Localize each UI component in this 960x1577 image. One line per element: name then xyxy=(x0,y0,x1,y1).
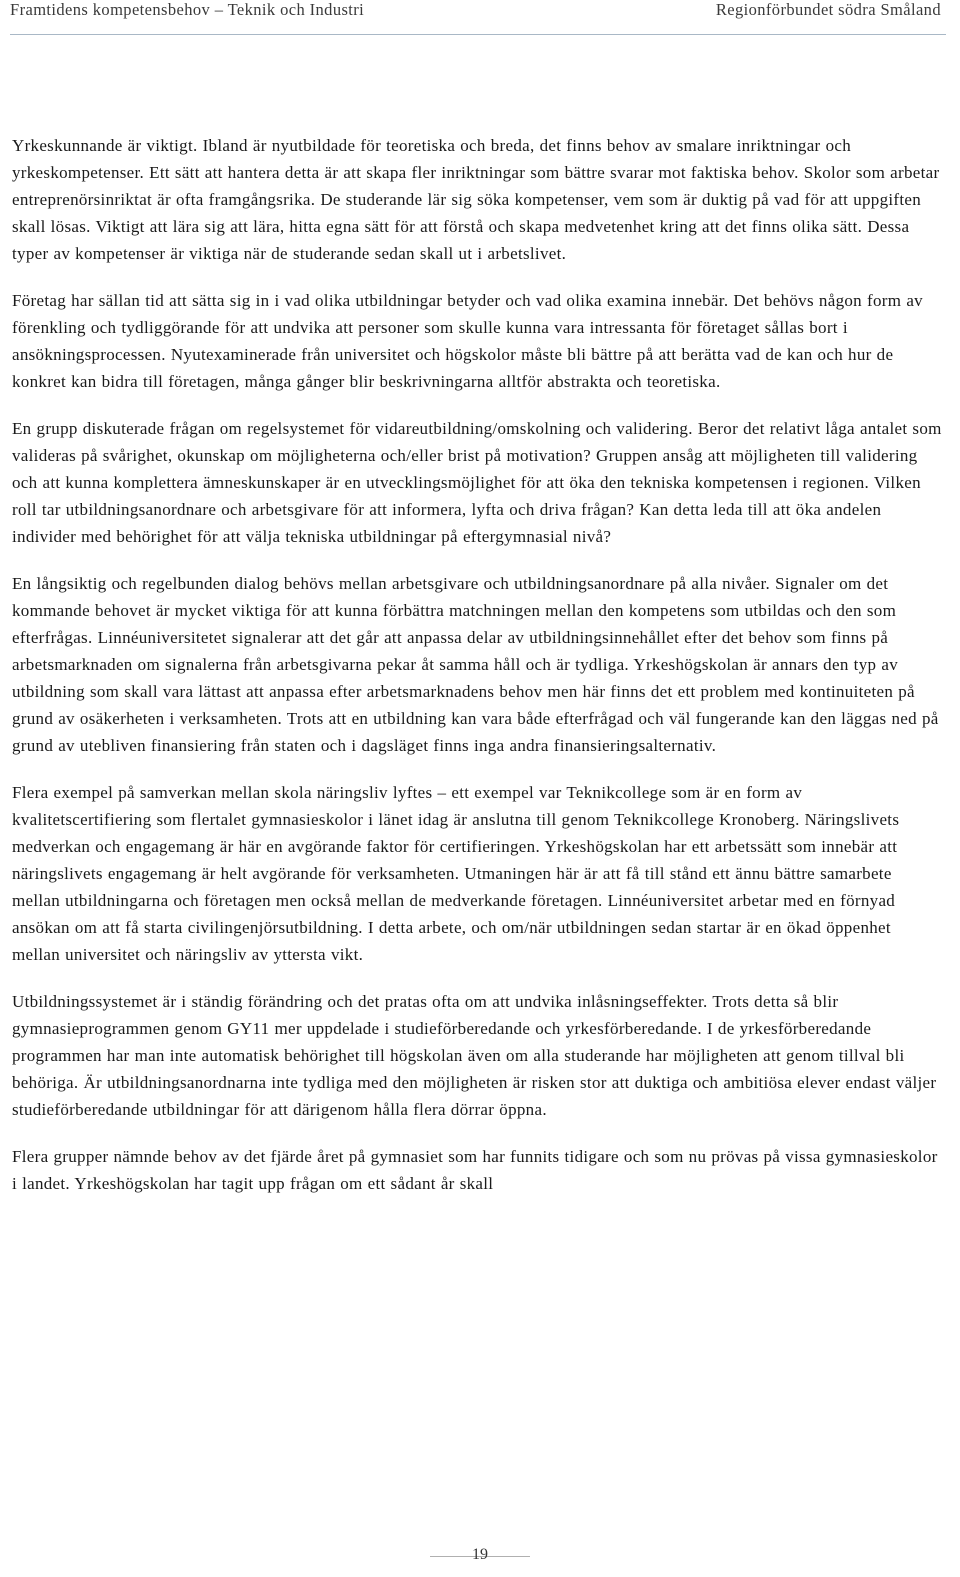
paragraph: Utbildningssystemet är i ständig förändring och det pratas ofta om att undvika inlåsningseffekter. Trots detta så blir gymnasieprogrammen genom GY11 mer uppdelade i studieförberedande och yrkesförberedande. I de yrkesförberedande programmen har man inte automatisk behörighet till högskolan även om alla studerande har möjligheten att genom tillval bli behöriga. Är utbildningsanordnarna inte tydliga med den möjligheten är risken stor att duktiga och ambitiösa elever endast väljer studieförberedande utbildningar för att därigenom hålla flera dörrar öppna. xyxy=(12,992,937,1119)
header-document-title: Framtidens kompetensbehov – Teknik och Industri xyxy=(10,0,365,19)
paragraph: Flera exempel på samverkan mellan skola näringsliv lyftes – ett exempel var Teknikcollege som är en form av kvalitetscertifiering som flertalet gymnasieskolor i länet idag är anslutna till genom Teknikcollege Kronoberg. Näringslivets medverkan och engagemang är här en avgörande faktor för certifieringen. Yrkeshögskolan har ett arbetssätt som innebär att näringslivets engagemang är helt avgörande för verksamheten. Utmaningen här är att få till stånd ett ännu bättre samarbete mellan utbildningarna och företagen men också mellan de medverkande företagen. Linnéuniversitet arbetar med en förnyad ansökan om att få starta civilingenjörsutbildning. I detta arbete, och om/när utbildningen sedan startar är en ökad öppenhet mellan universitet och näringsliv av yttersta vikt. xyxy=(12,783,900,964)
header-organization: Regionförbundet södra Småland xyxy=(715,0,941,19)
paragraph: Företag har sällan tid att sätta sig in i vad olika utbildningar betyder och vad olika examina innebär. Det behövs någon form av förenkling och tydliggörande för att undvika att personer som skulle kunna vara intressanta för företaget sållas bort i ansökningsprocessen. Nyutexaminerade från universitet och högskolor måste bli bättre på att berätta vad de kan och hur de konkret kan bidra till företagen, många gånger blir beskrivningarna alltför abstrakta och teoretiska. xyxy=(12,291,923,391)
paragraph: En långsiktig och regelbunden dialog behövs mellan arbetsgivare och utbildningsanordnare på alla nivåer. Signaler om det kommande behovet är mycket viktiga för att kunna förbättra matchningen mellan den kompetens som utbildas och den som efterfrågas. Linnéuniversitetet signalerar att det går att anpassa delar av utbildningsinnehållet efter det behov som finns på arbetsmarknaden om signalerna från arbetsgivarna pekar åt samma håll och är tydliga. Yrkeshögskolan är annars den typ av utbildning som skall vara lättast att anpassa efter arbetsmarknadens behov men här finns det ett problem med kontinuiteten på grund av osäkerheten i verksamheten. Trots att en utbildning kan vara både efterfrågad och väl fungerande kan den läggas ned på grund av utebliven finansiering från staten och i dagsläget finns inga andra finansieringsalternativ. xyxy=(12,574,939,755)
paragraph: Yrkeskunnande är viktigt. Ibland är nyutbildade för teoretiska och breda, det finns behov av smalare inriktningar och yrkeskompetenser. Ett sätt att hantera detta är att skapa fler inriktningar som bättre svarar mot faktiska behov. Skolor som arbetar entreprenörsinriktat är ofta framgångsrika. De studerande lär sig söka kompetenser, vem som är duktig på vad för att uppgiften skall lösas. Viktigt att lära sig att lära, hitta egna sätt för att förstå och skapa medvetenhet kring att det finns olika sätt. Dessa typer av kompetenser är viktiga när de studerande sedan skall ut i arbetslivet. xyxy=(12,136,940,263)
page-number: 19 xyxy=(472,1546,488,1563)
page-header xyxy=(10,0,946,35)
paragraph: Flera grupper nämnde behov av det fjärde året på gymnasiet som har funnits tidigare och som nu prövas på vissa gymnasieskolor i landet. Yrkeshögskolan har tagit upp frågan om ett sådant år skall xyxy=(12,1147,938,1193)
body-text xyxy=(12,132,942,1217)
paragraph: En grupp diskuterade frågan om regelsystemet för vidareutbildning/omskolning och validering. Beror det relativt låga antalet som valideras på svårighet, okunskap om möjligheterna och/eller brist på motivation? Gruppen ansåg att möjligheten till validering och att kunna komplettera ämneskunskaper är en utvecklingsmöjlighet för att öka den tekniska kompetensen i regionen. Vilken roll tar utbildningsanordnare och arbetsgivare för att informera, lyfta och driva frågan? Kan detta leda till att öka andelen individer med behörighet för att välja tekniska utbildningar på eftergymnasial nivå? xyxy=(12,419,942,546)
